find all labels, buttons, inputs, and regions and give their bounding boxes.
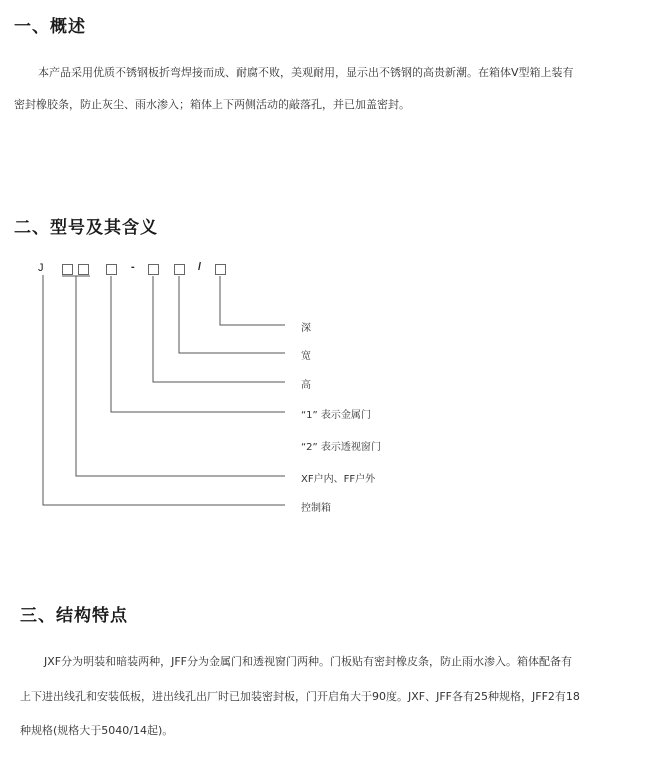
structure-line-3: 种规格(规格大于5040/14起)。 (20, 724, 174, 737)
overview-line-1: 本产品采用优质不锈钢板折弯焊接而成、耐腐不败，美观耐用，显示出不锈钢的高贵新潮。在箱体V型箱上装有 (38, 66, 574, 79)
label-door-metal: “1” 表示金属门 (301, 410, 371, 421)
code-slash: / (198, 261, 202, 273)
label-height: 高 (301, 380, 311, 391)
structure-line-1: JXF分为明装和暗装两种，JFF分为金属门和透视窗门两种。门板贴有密封橡皮条，防止雨水渗入。箱体配备有 (44, 655, 573, 668)
label-control-box: 控制箱 (301, 503, 331, 514)
code-dash: - (131, 261, 135, 273)
line-door (111, 276, 285, 412)
section-heading-overview: 一、概述 (14, 17, 86, 37)
structure-line-2: 上下进出线孔和安装低板，进出线孔出厂时已加装密封板，门开启角大于90度。JXF、JFF各有25种规格，JFF2有18 (20, 690, 580, 703)
line-depth (220, 276, 285, 325)
line-install (76, 276, 285, 476)
section-heading-structure: 三、结构特点 (20, 606, 128, 626)
line-box (43, 275, 285, 505)
label-door-window: “2” 表示透视窗门 (301, 442, 381, 453)
label-install: XF户内、FF户外 (301, 474, 376, 485)
overview-line-2: 密封橡胶条，防止灰尘、雨水渗入；箱体上下两侧活动的敲落孔，并已加盖密封。 (14, 98, 410, 111)
section-heading-model: 二、型号及其含义 (14, 218, 158, 238)
line-height (153, 276, 285, 382)
code-prefix: J (38, 262, 44, 274)
line-width (179, 276, 285, 353)
label-width: 宽 (301, 351, 311, 362)
label-depth: 深 (301, 323, 311, 334)
